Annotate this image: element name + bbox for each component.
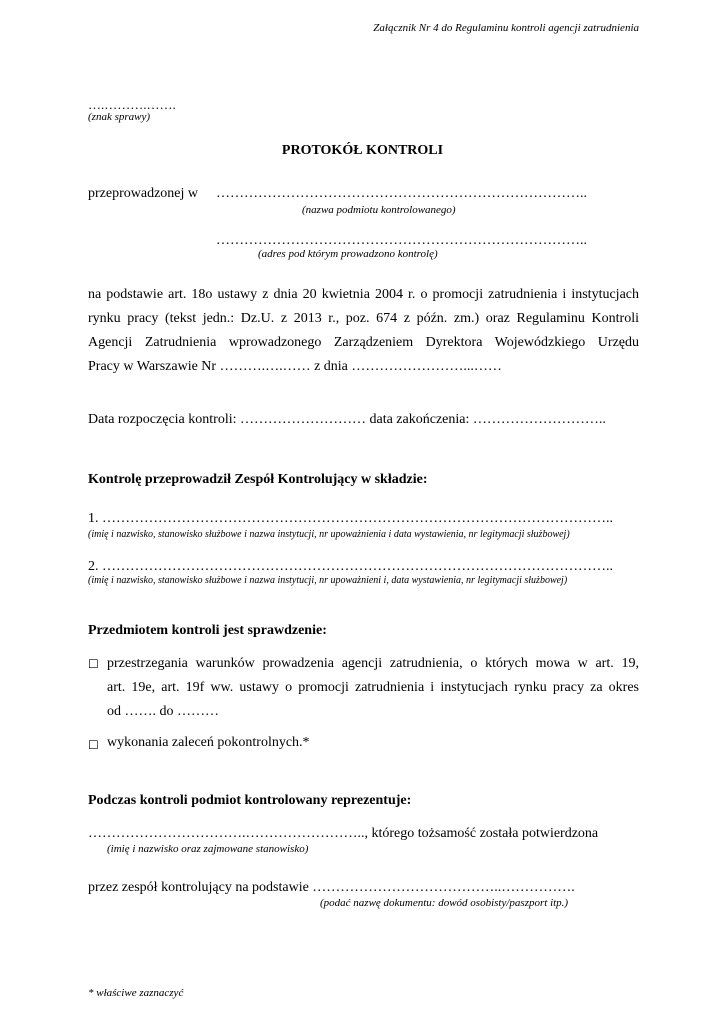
subject-heading: Przedmiotem kontroli jest sprawdzenie:: [88, 623, 327, 638]
representative-label: (imię i nazwisko oraz zajmowane stanowisko): [107, 843, 309, 855]
case-number-placeholder: ….……….…….: [88, 97, 176, 112]
checkbox-option-2[interactable]: ☐: [88, 738, 99, 752]
entity-name-dots: ……………………………………………………………………..: [216, 186, 587, 201]
option-1-line: przestrzegania warunków prowadzenia agencji zatrudnienia, o których mowa w art. 19,: [107, 656, 639, 671]
team-member-1-label: (imię i nazwisko, stanowisko służbowe i nazwa instytucji, nr upoważnienia i data wystawienia, nr legitymacji służbowej): [88, 529, 570, 540]
annex-header: Załącznik Nr 4 do Regulaminu kontroli agencji zatrudnienia: [373, 22, 639, 34]
option-1-text: [107, 652, 639, 724]
identity-document-line: przez zespół kontrolujący na podstawie …………………………………..…………….: [88, 880, 575, 895]
entity-name-label: (nazwa podmiotu kontrolowanego): [302, 204, 456, 216]
footnote: * właściwe zaznaczyć: [88, 987, 184, 999]
option-1-line: od ……. do ………: [107, 704, 219, 719]
option-2-text: wykonania zaleceń pokontrolnych.*: [107, 735, 310, 750]
case-number-label: (znak sprawy): [88, 111, 151, 123]
legal-basis-line: Pracy w Warszawie Nr ……….….…… z dnia ……………………...……: [88, 359, 502, 374]
legal-basis-line: na podstawie art. 18o ustawy z dnia 20 kwietnia 2004 r. o promocji zatrudnienia i instytucjach: [88, 287, 639, 302]
team-member-1-line: 1. ………………………………………………………………………………………………..: [88, 511, 613, 526]
control-dates: Data rozpoczęcia kontroli: ……………………… data zakończenia: ………………………..: [88, 412, 606, 427]
representative-line: …………………………….…………………….., którego tożsamość została potwierdzona: [88, 826, 599, 841]
team-member-2-line: 2. ………………………………………………………………………………………………..: [88, 559, 613, 574]
team-heading: Kontrolę przeprowadził Zespół Kontrolujący w składzie:: [88, 472, 428, 487]
legal-basis-line: rynku pracy (tekst jedn.: Dz.U. z 2013 r., poz. 674 z późn. zm.) oraz Regulaminu Kontroli: [88, 311, 639, 326]
page-title: PROTOKÓŁ KONTROLI: [281, 143, 444, 158]
representation-heading: Podczas kontroli podmiot kontrolowany reprezentuje:: [88, 793, 412, 808]
checkbox-option-1[interactable]: ☐: [88, 657, 99, 671]
identity-document-label: (podać nazwę dokumentu: dowód osobisty/paszport itp.): [320, 897, 569, 909]
conducted-prefix: przeprowadzonej w: [88, 186, 199, 201]
address-dots: ……………………………………………………………………..: [216, 233, 587, 248]
legal-basis-paragraph: [88, 283, 639, 379]
option-1-line: art. 19e, art. 19f ww. ustawy o promocji zatrudnienia i instytucjach rynku pracy za okres: [107, 680, 639, 695]
legal-basis-line: Agencji Zatrudnienia wprowadzonego Zarządzeniem Dyrektora Wojewódzkiego Urzędu: [88, 335, 639, 350]
team-member-2-label: (imię i nazwisko, stanowisko służbowe i nazwa instytucji, nr upoważnieni i, data wystawienia, nr legitymacji służbowej): [88, 575, 568, 586]
address-label: (adres pod którym prowadzono kontrolę): [258, 248, 438, 260]
